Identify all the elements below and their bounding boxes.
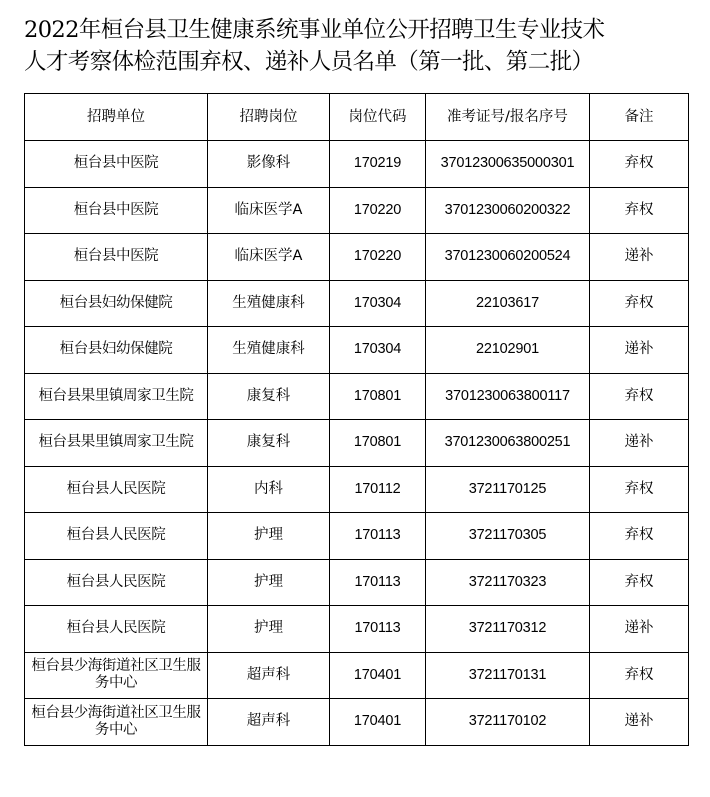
cell-unit: 桓台县中医院	[25, 187, 208, 234]
cell-remark: 递补	[590, 234, 689, 281]
cell-position: 生殖健康科	[208, 327, 330, 374]
cell-unit: 桓台县中医院	[25, 234, 208, 281]
cell-unit: 桓台县人民医院	[25, 466, 208, 513]
cell-unit: 桓台县中医院	[25, 141, 208, 188]
cell-ticket: 3721170125	[426, 466, 590, 513]
cell-remark: 弃权	[590, 466, 689, 513]
table-row	[25, 234, 689, 281]
cell-remark: 弃权	[590, 280, 689, 327]
cell-position: 生殖健康科	[208, 280, 330, 327]
table-row	[25, 187, 689, 234]
cell-ticket: 37012300635000301	[426, 141, 590, 188]
cell-unit: 桓台县少海街道社区卫生服务中心	[25, 699, 208, 746]
cell-ticket: 3721170323	[426, 559, 590, 606]
cell-ticket: 3701230060200322	[426, 187, 590, 234]
cell-position: 康复科	[208, 420, 330, 467]
cell-code: 170401	[330, 699, 426, 746]
cell-position: 护理	[208, 513, 330, 560]
table-header-row	[25, 94, 689, 141]
cell-code: 170401	[330, 652, 426, 699]
header-position-code: 岗位代码	[330, 94, 426, 141]
table-row	[25, 606, 689, 653]
table-row	[25, 327, 689, 374]
cell-ticket: 3721170312	[426, 606, 590, 653]
title-line-1: 2022年桓台县卫生健康系统事业单位公开招聘卫生专业技术	[24, 17, 605, 43]
cell-unit: 桓台县果里镇周家卫生院	[25, 420, 208, 467]
header-remarks: 备注	[590, 94, 689, 141]
table-row	[25, 652, 689, 699]
cell-remark: 递补	[590, 606, 689, 653]
table-row	[25, 513, 689, 560]
cell-code: 170113	[330, 513, 426, 560]
cell-remark: 递补	[590, 699, 689, 746]
cell-position: 护理	[208, 559, 330, 606]
cell-position: 临床医学A	[208, 187, 330, 234]
cell-ticket: 3701230060200524	[426, 234, 590, 281]
cell-code: 170220	[330, 187, 426, 234]
table-row	[25, 141, 689, 188]
header-recruiting-unit: 招聘单位	[25, 94, 208, 141]
cell-unit: 桓台县人民医院	[25, 606, 208, 653]
cell-code: 170113	[330, 606, 426, 653]
cell-remark: 弃权	[590, 652, 689, 699]
table-row	[25, 373, 689, 420]
cell-code: 170113	[330, 559, 426, 606]
cell-unit: 桓台县人民医院	[25, 513, 208, 560]
cell-ticket: 3701230063800117	[426, 373, 590, 420]
cell-code: 170220	[330, 234, 426, 281]
personnel-table	[24, 93, 689, 746]
cell-code: 170112	[330, 466, 426, 513]
header-position: 招聘岗位	[208, 94, 330, 141]
table-row	[25, 280, 689, 327]
cell-position: 临床医学A	[208, 234, 330, 281]
cell-ticket: 22102901	[426, 327, 590, 374]
cell-unit: 桓台县妇幼保健院	[25, 280, 208, 327]
cell-remark: 递补	[590, 327, 689, 374]
cell-remark: 弃权	[590, 373, 689, 420]
cell-ticket: 3701230063800251	[426, 420, 590, 467]
cell-remark: 弃权	[590, 187, 689, 234]
header-exam-ticket-number: 准考证号/报名序号	[426, 94, 590, 141]
cell-code: 170219	[330, 141, 426, 188]
cell-remark: 弃权	[590, 141, 689, 188]
document-title	[24, 14, 694, 78]
cell-code: 170801	[330, 420, 426, 467]
cell-position: 超声科	[208, 699, 330, 746]
cell-code: 170304	[330, 327, 426, 374]
cell-position: 护理	[208, 606, 330, 653]
cell-remark: 弃权	[590, 559, 689, 606]
cell-ticket: 3721170131	[426, 652, 590, 699]
cell-ticket: 22103617	[426, 280, 590, 327]
cell-ticket: 3721170102	[426, 699, 590, 746]
cell-position: 康复科	[208, 373, 330, 420]
table-row	[25, 420, 689, 467]
table-row	[25, 466, 689, 513]
cell-unit: 桓台县果里镇周家卫生院	[25, 373, 208, 420]
table-row	[25, 699, 689, 746]
cell-unit: 桓台县妇幼保健院	[25, 327, 208, 374]
table-row	[25, 559, 689, 606]
cell-code: 170801	[330, 373, 426, 420]
cell-unit: 桓台县人民医院	[25, 559, 208, 606]
cell-remark: 递补	[590, 420, 689, 467]
cell-position: 内科	[208, 466, 330, 513]
cell-remark: 弃权	[590, 513, 689, 560]
cell-ticket: 3721170305	[426, 513, 590, 560]
cell-position: 影像科	[208, 141, 330, 188]
cell-code: 170304	[330, 280, 426, 327]
title-line-2: 人才考察体检范围弃权、递补人员名单（第一批、第二批）	[24, 49, 594, 75]
cell-position: 超声科	[208, 652, 330, 699]
cell-unit: 桓台县少海街道社区卫生服务中心	[25, 652, 208, 699]
